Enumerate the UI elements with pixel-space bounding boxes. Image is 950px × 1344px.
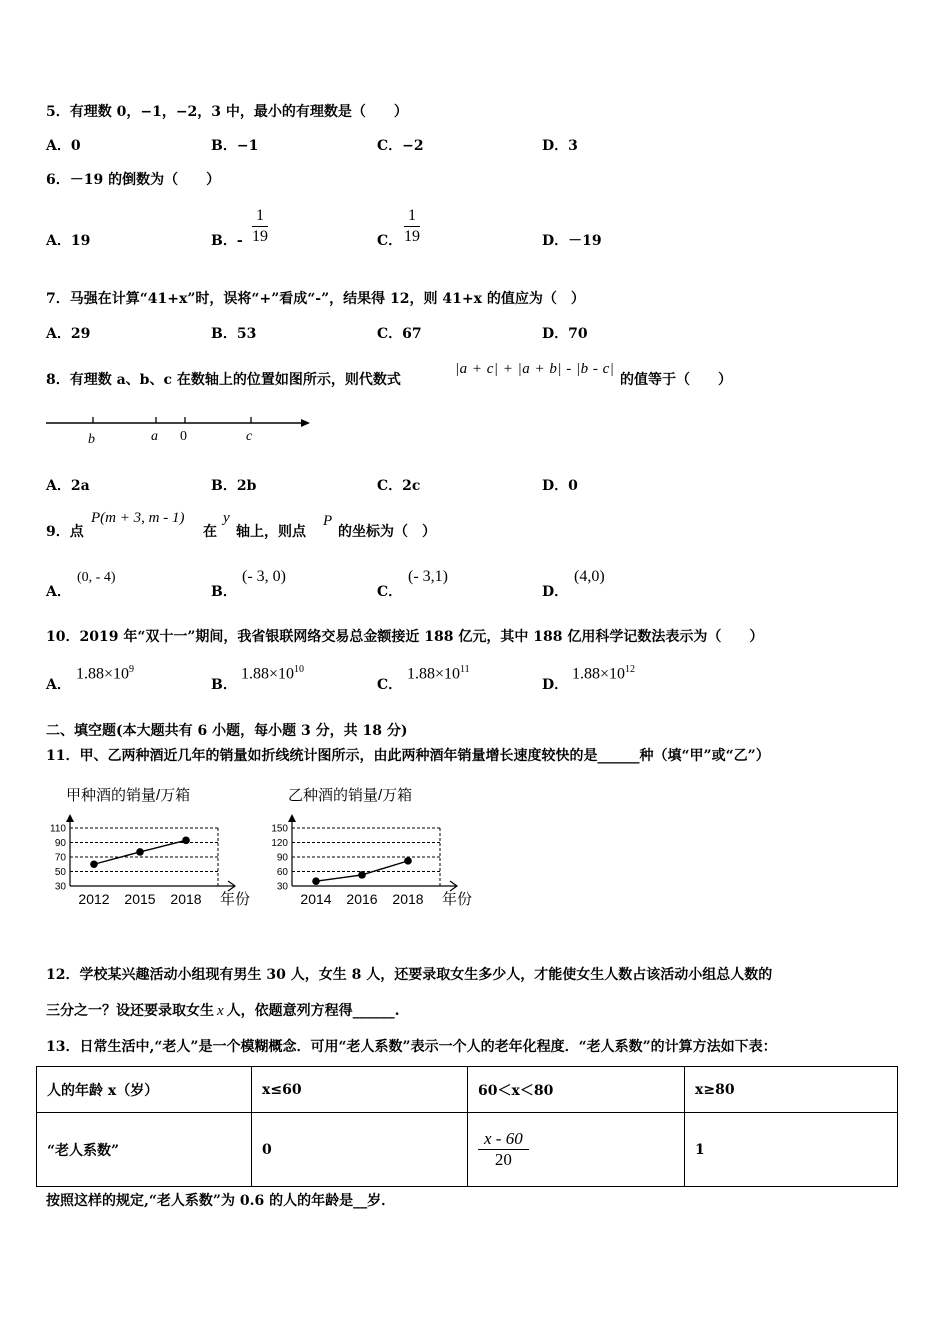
q6-option-b: B．- [211,233,243,249]
q9-stem-end: 的坐标为（ ） [338,524,436,540]
q13-stem: 13．日常生活中,“老人”是一个模糊概念．可用“老人系数”表示一个人的老年化程度．“老人系数”的计算方法如下表： [46,1039,777,1055]
fraction-numerator: x - 60 [478,1129,529,1150]
q10-option-c: C． [377,677,403,693]
fraction-numerator: 1 [404,206,420,227]
fraction-denominator: 20 [494,1150,512,1169]
label-b: b [88,432,95,447]
table-cell [468,1113,685,1187]
q9-option-d: D． [542,584,569,600]
plot-area [271,814,472,908]
q8-stem-end: 的值等于（ ） [620,372,732,388]
q6-option-c-fraction [404,206,420,247]
table-cell: 0 [252,1113,468,1187]
q8-option-a: A．2a [46,478,90,494]
q9-stem-mid: 轴上，则点 [236,524,306,540]
q7-option-c: C．67 [377,326,422,342]
q8-number-line [40,405,320,450]
q7-option-d: D．70 [542,326,588,342]
data-point [90,860,98,868]
q12-line-1: 12．学校某兴趣活动小组现有男生 30 人，女生 8 人，还要录取女生多少人，才能使女生人数占该活动小组总人数的 [46,967,773,983]
q5-option-d: D．3 [542,138,578,154]
mantissa: 1.88×10 [407,665,461,683]
q10-option-b: B． [211,677,237,693]
exponent: 10 [294,664,305,675]
q8-option-b: B．2b [211,478,257,494]
table-header-cell: 60＜x＜80 [468,1067,685,1113]
table-header-cell: x≤60 [252,1067,468,1113]
q9-point: P(m + 3, m - 1) [91,510,185,526]
q8-option-c: C．2c [377,478,421,494]
data-point [404,857,412,865]
q7-stem: 7．马强在计算“41+x”时，误将“+”看成“-”，结果得 12，则 41+x 的值应为（ ） [46,291,585,307]
q7-option-a: A．29 [46,326,91,342]
table-row-label: “老人系数” [37,1113,252,1187]
exponent: 9 [129,664,135,675]
q10-stem: 10．2019 年“双十一”期间，我省银联网络交易总金额接近 188 亿元，其中 188 亿用科学记数法表示为（ ） [46,629,764,645]
y-tick-label: 90 [276,852,288,864]
fraction-denominator: 19 [404,228,420,245]
q5-option-a: A．0 [46,138,81,154]
chart-jia [40,780,265,910]
q10-option-b-value [241,664,304,683]
y-axis-arrow-icon [66,814,74,822]
exponent: 12 [625,664,636,675]
table-fraction [478,1129,529,1170]
section-2-title: 二、填空题(本大题共有 6 小题，每小题 3 分，共 18 分) [46,723,408,739]
table-header-cell: x≥80 [685,1067,898,1113]
y-tick-label: 90 [54,838,66,849]
q5-stem: 5．有理数 0，−1，−2，3 中，最小的有理数是（ ） [46,104,408,120]
y-axis-arrow-icon [288,814,296,822]
q12-line-2 [46,1002,400,1020]
q6-option-d: D．－19 [542,233,602,249]
x-tick-label: 2012 [78,891,110,907]
q6-option-a: A．19 [46,233,91,249]
y-tick-label: 110 [50,823,66,835]
q10-option-c-value [407,664,470,683]
mantissa: 1.88×10 [572,665,626,683]
q9-option-c-value: (- 3,1) [408,568,448,585]
q9-option-b: B． [211,584,237,600]
x-tick-label: 2014 [300,891,332,907]
q5-option-c: C．−2 [377,138,424,154]
table-header-cell: 人的年龄 x（岁） [37,1067,252,1113]
y-tick-label: 50 [54,867,66,878]
q11-stem: 11．甲、乙两种酒近几年的销量如折线统计图所示，由此两种酒年销量增长速度较快的是______种（填“甲”或“乙”） [46,748,770,764]
q13-after: 按照这样的规定,“老人系数”为 0.6 的人的年龄是__岁． [46,1193,396,1209]
exponent: 11 [460,664,470,675]
q10-option-d-value [572,664,635,683]
q12-line-2-pre: 三分之一？设还要录取女生 [46,1003,214,1019]
plot-area [50,814,250,908]
q7-option-b: B．53 [211,326,257,342]
q10-option-a: A． [46,677,71,693]
fraction-numerator: 1 [252,206,268,227]
q10-option-a-value [76,664,134,683]
table-row [37,1113,898,1187]
label-c: c [246,429,253,444]
y-tick-label: 150 [271,823,288,835]
chart-title: 甲种酒的销量/万箱 [66,787,191,804]
q6-option-b-fraction [252,206,268,247]
q9-stem-in: 在 [203,524,217,540]
y-tick-label: 60 [276,867,288,878]
label-0: 0 [180,429,187,444]
q6-option-c: C． [377,233,403,249]
q8-expression: |a + c| + |a + b| - |b - c| [455,361,615,377]
data-point [358,871,366,879]
q8-stem: 8．有理数 a、b、c 在数轴上的位置如图所示，则代数式 [46,372,401,388]
label-a: a [151,429,158,444]
x-axis-label: 年份 [220,891,251,908]
table-row [37,1067,898,1113]
q12-line-2-post: 人，依题意列方程得______. [226,1003,400,1019]
y-tick-label: 120 [271,838,288,849]
x-tick-label: 2016 [346,891,378,907]
q9-stem-prefix: 9．点 [46,524,84,540]
mantissa: 1.88×10 [241,665,295,683]
data-point [136,848,144,856]
fraction-denominator: 19 [252,228,268,245]
q9-option-d-value: (4,0) [574,568,605,585]
q9-option-a: A． [46,584,71,600]
mantissa: 1.88×10 [76,665,130,683]
arrow-icon [301,419,310,427]
q9-option-a-value: (0, - 4) [77,570,116,585]
data-point [182,837,190,845]
q9-axis-var: y [223,510,230,526]
chart-yi [262,780,487,910]
x-tick-label: 2015 [124,891,156,907]
q8-option-d: D．0 [542,478,578,494]
x-tick-label: 2018 [170,891,202,907]
x-tick-label: 2018 [392,891,424,907]
q9-option-b-value: (- 3, 0) [242,568,286,585]
y-tick-label: 30 [54,881,66,893]
q5-option-b: B．−1 [211,138,259,154]
y-tick-label: 30 [276,881,288,893]
q10-option-d: D． [542,677,569,693]
y-tick-label: 70 [54,852,66,864]
q9-point-p: P [323,513,333,529]
chart-title: 乙种酒的销量/万箱 [288,787,413,804]
q12-var: x [217,1003,224,1019]
x-axis-label: 年份 [442,891,473,908]
data-point [312,877,320,885]
table-cell: 1 [685,1113,898,1187]
q13-table [36,1066,898,1187]
q9-option-c: C． [377,584,403,600]
q6-stem: 6．－19 的倒数为（ ） [46,172,221,188]
